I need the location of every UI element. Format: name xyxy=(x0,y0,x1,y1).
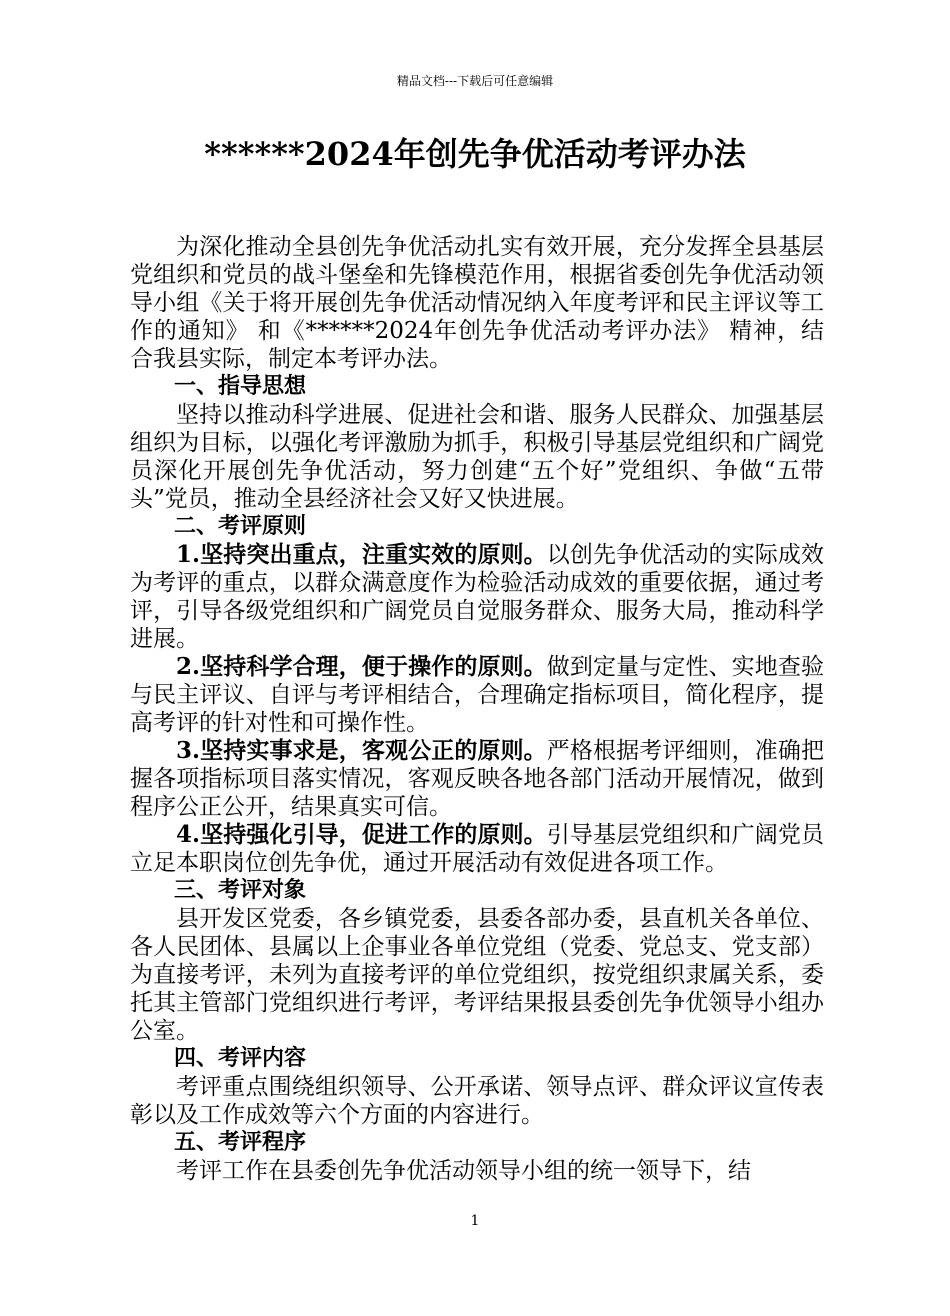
principle-lead-3: 3.坚持实事求是，客观公正的原则。 xyxy=(176,737,547,764)
principle-lead-2: 2.坚持科学合理，便于操作的原则。 xyxy=(176,653,547,680)
section-heading-principles: 二、考评原则 xyxy=(174,514,307,539)
principle-lead-4: 4.坚持强化引导，促进工作的原则。 xyxy=(176,821,547,848)
procedure-paragraph: 考评工作在县委创先争优活动领导小组的统一领导下，结 xyxy=(176,1158,751,1184)
principle-text-2: 做到定量与定性、实地查验与民主评议、自评与考评相结合，合理确定指标项目，简化程序，提高考评的针对性和可操作性。 xyxy=(130,654,824,736)
section-heading-content: 四、考评内容 xyxy=(174,1046,307,1071)
principle-text-3: 严格根据考评细则，准确把握各项指标项目落实情况，客观反映各地各部门活动开展情况，做到程序公正公开，结果真实可信。 xyxy=(130,738,824,820)
targets-paragraph: 县开发区党委，各乡镇党委，县委各部办委，县直机关各单位、各人民团体、县属以上企事业各单位党组（党委、党总支、党支部）为直接考评，未列为直接考评的单位党组织，按党组织隶属关系，委托其主管部门党组织进行考评，考评结果报县委创先争优领导小组办公室。 xyxy=(130,906,824,1044)
principle-text-1: 以创先争优活动的实际成效为考评的重点，以群众满意度作为检验活动成效的重要依据，通过考评，引导各级党组织和广阔党员自觉服务群众、服务大局，推动科学进展。 xyxy=(130,542,824,652)
document-title: ******2024年创先争优活动考评办法 xyxy=(204,135,746,173)
principle-paragraph-4 xyxy=(130,821,824,877)
content-paragraph: 考评重点围绕组织领导、公开承诺、领导点评、群众评议宣传表彰以及工作成效等六个方面的内容进行。 xyxy=(130,1074,824,1128)
guiding-thought-paragraph: 坚持以推动科学进展、促进社会和谐、服务人民群众、加强基层组织为目标，以强化考评激励为抓手，积极引导基层党组织和广阔党员深化开展创先争优活动，努力创建“五个好”党组织、争做“五带头”党员，推动全县经济社会又好又快进展。 xyxy=(130,402,824,512)
principle-text-4: 引导基层党组织和广阔党员立足本职岗位创先争优，通过开展活动有效促进各项工作。 xyxy=(130,822,824,876)
section-heading-guiding-thought: 一、指导思想 xyxy=(174,374,307,399)
intro-paragraph: 为深化推动全县创先争优活动扎实有效开展，充分发挥全县基层党组织和党员的战斗堡垒和先锋模范作用，根据省委创先争优活动领导小组《关于将开展创先争优活动情况纳入年度考评和民主评议等工作的通知》 和《******2024年创先争优活动考评办法》 精神，结合我县实际，制定本考评办法。 xyxy=(130,234,824,372)
principle-paragraph-2 xyxy=(130,653,824,737)
document-body xyxy=(130,233,824,1185)
principle-paragraph-3 xyxy=(130,737,824,821)
page-header: 精品文档---下载后可任意编辑 xyxy=(396,74,554,88)
principle-paragraph-1 xyxy=(130,541,824,653)
page-number: 1 xyxy=(470,1213,480,1229)
principle-lead-1: 1.坚持突出重点，注重实效的原则。 xyxy=(176,541,547,568)
section-heading-targets: 三、考评对象 xyxy=(174,878,307,903)
section-heading-procedure: 五、考评程序 xyxy=(174,1130,307,1155)
